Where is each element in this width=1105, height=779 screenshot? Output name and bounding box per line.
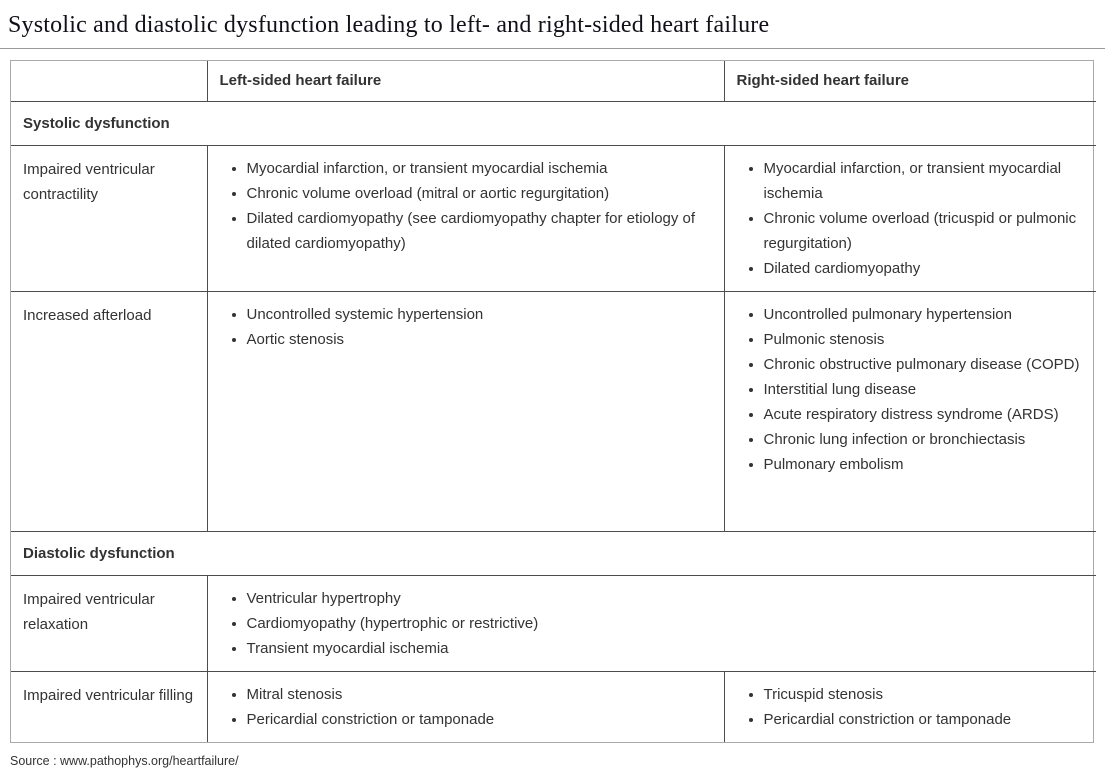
cause-item: • Pulmonic stenosis [764, 327, 1085, 352]
cause-item: • Myocardial infarction, or transient myocardial ischemia [247, 156, 712, 181]
column-header-left-sided: Left-sided heart failure [207, 61, 724, 101]
row-label: Increased afterload [11, 291, 207, 531]
right-sided-causes-cell [724, 145, 1096, 291]
row-label: Impaired ventricular filling [11, 671, 207, 742]
causes-list [220, 156, 712, 256]
cause-item: • Aortic stenosis [247, 327, 712, 352]
table-header-row [11, 61, 1096, 101]
section-row-systolic [11, 101, 1096, 145]
left-sided-causes-cell [207, 291, 724, 531]
left-sided-causes-cell [207, 671, 724, 742]
causes-list [737, 156, 1085, 281]
cause-item: • Chronic lung infection or bronchiectasis [764, 427, 1085, 452]
cause-item: • Tricuspid stenosis [764, 682, 1085, 707]
cause-item: • Chronic obstructive pulmonary disease (COPD) [764, 352, 1085, 377]
cause-item: • Myocardial infarction, or transient myocardial ischemia [764, 156, 1085, 206]
source-attribution: Source : www.pathophys.org/heartfailure/ [10, 753, 239, 768]
right-sided-causes-cell [724, 671, 1096, 742]
cause-item: • Pericardial constriction or tamponade [764, 707, 1085, 732]
table-row-increased-afterload [11, 291, 1096, 531]
cause-item: • Uncontrolled pulmonary hypertension [764, 302, 1085, 327]
row-label: Impaired ventricular contractility [11, 145, 207, 291]
table-row-impaired-filling [11, 671, 1096, 742]
section-row-diastolic [11, 531, 1096, 575]
cause-item: • Chronic volume overload (mitral or aortic regurgitation) [247, 181, 712, 206]
dysfunction-table [11, 61, 1096, 742]
table-row-impaired-relaxation [11, 575, 1096, 671]
table-row-impaired-contractility [11, 145, 1096, 291]
left-sided-causes-cell [207, 145, 724, 291]
cause-item: • Transient myocardial ischemia [247, 636, 1085, 661]
column-header-empty [11, 61, 207, 101]
causes-list [220, 682, 712, 732]
cause-item: • Interstitial lung disease [764, 377, 1085, 402]
section-title: Diastolic dysfunction [11, 531, 1096, 575]
cause-item: • Mitral stenosis [247, 682, 712, 707]
row-label: Impaired ventricular relaxation [11, 575, 207, 671]
causes-list [737, 302, 1085, 477]
causes-list [737, 682, 1085, 732]
causes-list [220, 586, 1085, 661]
cause-item: • Chronic volume overload (tricuspid or pulmonic regurgitation) [764, 206, 1085, 256]
cause-item: • Ventricular hypertrophy [247, 586, 1085, 611]
title-divider [0, 48, 1105, 49]
cause-item: • Pericardial constriction or tamponade [247, 707, 712, 732]
causes-list [220, 302, 712, 352]
cause-item: • Cardiomyopathy (hypertrophic or restrictive) [247, 611, 1085, 636]
heart-failure-table [10, 60, 1094, 743]
right-sided-causes-cell [724, 291, 1096, 531]
page-title: Systolic and diastolic dysfunction leading to left- and right-sided heart failure [8, 12, 770, 38]
cause-item: • Dilated cardiomyopathy [764, 256, 1085, 281]
cause-item: • Uncontrolled systemic hypertension [247, 302, 712, 327]
both-sided-causes-cell [207, 575, 1096, 671]
section-title: Systolic dysfunction [11, 101, 1096, 145]
cause-item: • Pulmonary embolism [764, 452, 1085, 477]
cause-item: • Dilated cardiomyopathy (see cardiomyopathy chapter for etiology of dilated cardiomyopathy) [247, 206, 712, 256]
column-header-right-sided: Right-sided heart failure [724, 61, 1096, 101]
cause-item: • Acute respiratory distress syndrome (ARDS) [764, 402, 1085, 427]
